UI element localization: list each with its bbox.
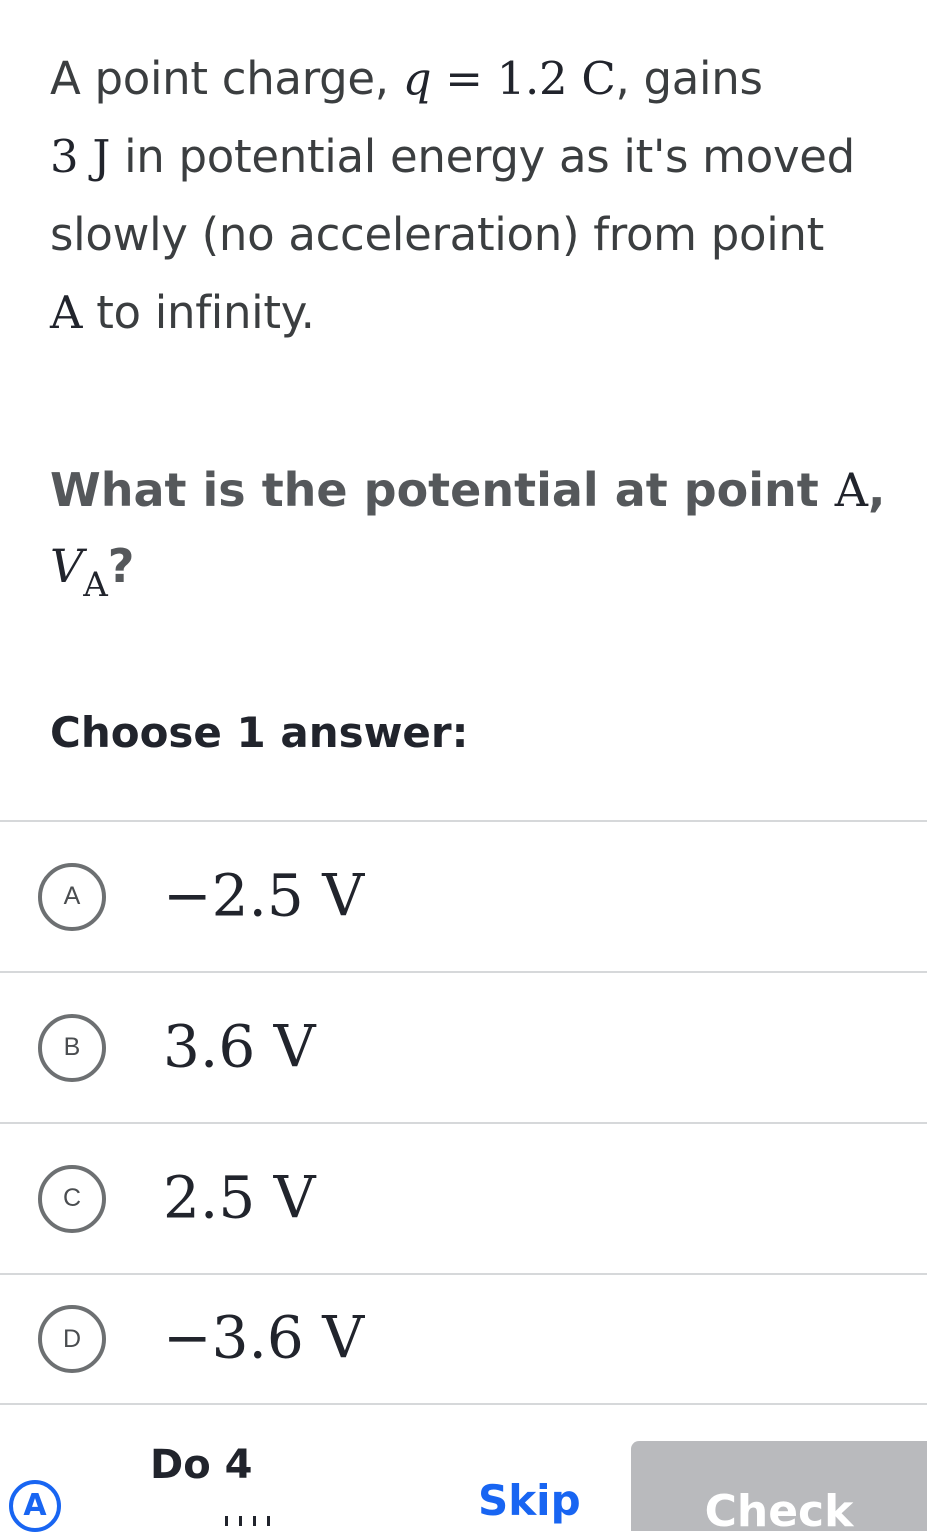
question-text-fragment: to infinity. (82, 286, 315, 339)
answer-choices (0, 820, 927, 1405)
potential-variable (50, 539, 108, 605)
prompt-text: What is the potential at point (50, 463, 835, 517)
progress-tick (253, 1516, 256, 1526)
check-button[interactable] (631, 1441, 927, 1537)
charge-variable: q (402, 52, 432, 105)
question-line-1 (50, 40, 910, 118)
choice-d[interactable] (0, 1273, 927, 1405)
charge-value: = 1.2 C (431, 52, 616, 105)
question-line-3: slowly (no acceleration) from point (50, 208, 824, 261)
prompt-question-mark: ? (107, 539, 135, 593)
skip-button[interactable]: Skip (478, 1476, 581, 1525)
choice-value: 2.5 V (163, 1163, 316, 1232)
progress-tick (267, 1516, 270, 1526)
charge-expression (403, 52, 616, 105)
choose-label: Choose 1 answer: (50, 708, 469, 757)
question-text-fragment: in potential energy as it's moved (110, 130, 855, 183)
footer-bar (0, 1402, 927, 1537)
point-label: A (50, 286, 83, 339)
avatar-icon[interactable]: A (9, 1480, 61, 1532)
choice-letter-icon: D (38, 1305, 106, 1373)
choice-letter-icon: A (38, 863, 106, 931)
progress-tick (225, 1516, 228, 1526)
question-text-fragment: A point charge, (50, 52, 403, 105)
choice-value: 3.6 V (163, 1012, 316, 1081)
progress-ticks (225, 1516, 270, 1526)
choice-b[interactable] (0, 971, 927, 1122)
prompt-comma: , (868, 463, 886, 517)
choice-a[interactable] (0, 820, 927, 971)
energy-value: 3 J (50, 130, 111, 183)
question-line-2 (50, 118, 910, 196)
question-line-4 (50, 274, 910, 352)
potential-symbol: V (50, 539, 84, 593)
task-progress-label: Do 4 (150, 1442, 253, 1488)
question-text-fragment: , gains (615, 52, 763, 105)
choice-value: −3.6 V (163, 1303, 365, 1372)
choice-letter-icon: C (38, 1165, 106, 1233)
question-prompt (50, 452, 910, 609)
check-button-label: Check (704, 1486, 854, 1537)
potential-subscript: A (83, 565, 108, 605)
choice-letter-icon: B (38, 1014, 106, 1082)
point-label: A (834, 463, 869, 517)
progress-tick (239, 1516, 242, 1526)
choice-value: −2.5 V (163, 861, 365, 930)
question-text (50, 40, 910, 352)
choice-c[interactable] (0, 1122, 927, 1273)
